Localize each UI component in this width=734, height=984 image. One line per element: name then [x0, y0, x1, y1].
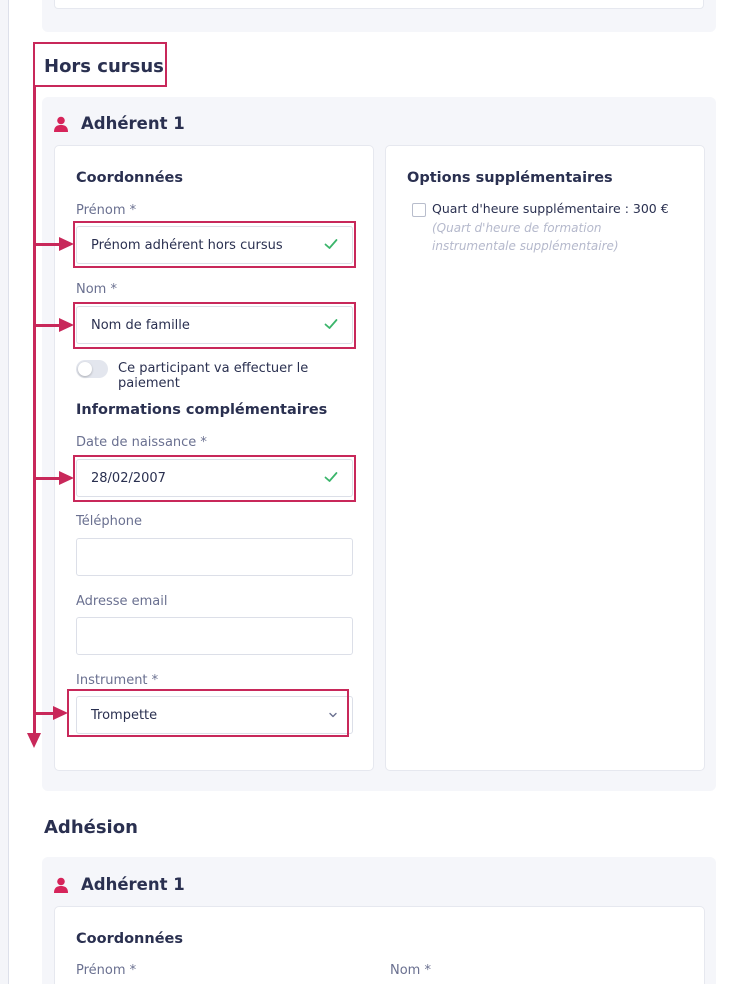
arrow-down-icon — [27, 733, 41, 749]
email-label: Adresse email — [76, 594, 168, 609]
highlight-nom — [73, 302, 356, 349]
previous-section-card — [42, 0, 716, 32]
highlight-prenom — [73, 221, 356, 268]
option-checkbox[interactable] — [412, 203, 426, 217]
arrow-right-icon — [59, 471, 74, 485]
member-header — [53, 875, 185, 894]
prenom-label: Prénom * — [76, 203, 137, 218]
annotation-vertical-line — [33, 87, 36, 737]
section-title-adhesion: Adhésion — [44, 817, 138, 838]
arrow-right-icon — [53, 706, 68, 720]
member-title: Adhérent 1 — [81, 875, 185, 894]
email-field[interactable] — [76, 617, 353, 655]
birthdate-label: Date de naissance * — [76, 435, 207, 450]
arrow-right-icon — [59, 318, 74, 332]
payment-toggle[interactable] — [76, 360, 108, 378]
adhesion-coordonnees-title: Coordonnées — [76, 931, 184, 947]
member-header — [53, 114, 185, 133]
options-title: Options supplémentaires — [407, 170, 613, 186]
phone-label: Téléphone — [76, 514, 143, 529]
option-note: (Quart d'heure de formation instrumentale supplémentaire) — [432, 221, 619, 253]
instrument-label: Instrument * — [76, 673, 159, 688]
adhesion-nom-label: Nom * — [390, 963, 431, 978]
highlight-instrument — [67, 689, 349, 737]
left-rail — [0, 0, 9, 984]
arrow-right-icon — [59, 237, 74, 251]
annotation-branch-nom — [35, 324, 61, 327]
annotation-branch-prenom — [35, 243, 61, 246]
member-block-hors-cursus — [42, 97, 716, 791]
member-title: Adhérent 1 — [81, 114, 185, 133]
previous-section-inner — [54, 0, 704, 9]
member-block-adhesion — [42, 857, 716, 984]
phone-field[interactable] — [76, 538, 353, 576]
highlight-birthdate — [73, 455, 356, 502]
highlight-section-title — [33, 42, 167, 87]
annotation-branch-instrument — [35, 712, 55, 715]
nom-label: Nom * — [76, 282, 117, 297]
birthdate-value: 28/02/2007 — [91, 470, 166, 486]
infos-title: Informations complémentaires — [76, 402, 328, 418]
user-icon — [53, 877, 69, 893]
user-icon — [53, 116, 69, 132]
adhesion-coordonnees-card — [54, 906, 705, 984]
option-label: Quart d'heure supplémentaire : 300 € — [432, 201, 669, 216]
instrument-value: Trompette — [91, 707, 158, 723]
nom-value: Nom de famille — [91, 317, 190, 333]
payment-toggle-label: Ce participant va effectuer le paiement — [118, 361, 309, 391]
adhesion-prenom-label: Prénom * — [76, 963, 137, 978]
prenom-value: Prénom adhérent hors cursus — [91, 237, 283, 253]
section-title-hors-cursus: Hors cursus — [44, 56, 164, 77]
options-card — [385, 145, 705, 771]
annotation-branch-birthdate — [35, 477, 61, 480]
coordonnees-title: Coordonnées — [76, 170, 184, 186]
